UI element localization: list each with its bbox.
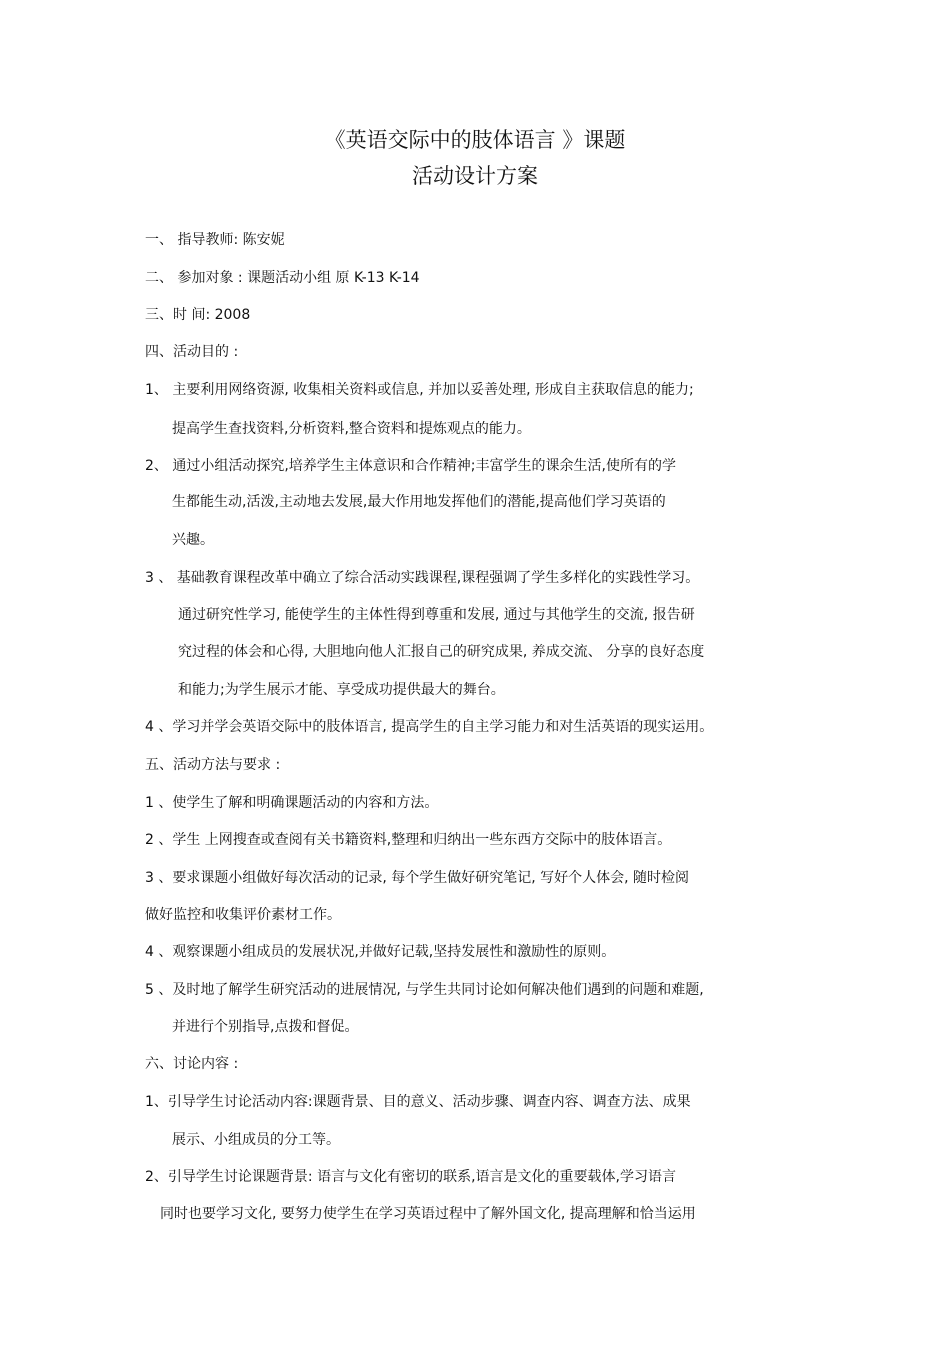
text-line: 4 、学习并学会英语交际中的肢体语言, 提高学生的自主学习能力和对生活英语的现实运用。 xyxy=(145,719,714,735)
text-line: 1、引导学生讨论活动内容:课题背景、目的意义、活动步骤、调查内容、调查方法、成果 xyxy=(145,1094,691,1110)
text-line: 二、 参加对象 : 课题活动小组 原 K-13 K-14 xyxy=(145,270,420,286)
text-line: 究过程的体会和心得, 大胆地向他人汇报自己的研究成果, 养成交流、 分享的良好态度 xyxy=(178,644,705,660)
section-heading: 六、讨论内容 : xyxy=(145,1056,239,1072)
text-line: 2、引导学生讨论课题背景: 语言与文化有密切的联系,语言是文化的重要载体,学习语言 xyxy=(145,1169,676,1185)
text-line: 3 、要求课题小组做好每次活动的记录, 每个学生做好研究笔记, 写好个人体会, 随时检阅 xyxy=(145,870,690,886)
text-line: 并进行个别指导,点拨和督促。 xyxy=(172,1019,359,1035)
text-line: 1 、使学生了解和明确课题活动的内容和方法。 xyxy=(145,795,439,811)
text-line: 2 、学生 上网搜查或查阅有关书籍资料,整理和归纳出一些东西方交际中的肢体语言。 xyxy=(145,832,672,848)
text-line: 提高学生查找资料,分析资料,整合资料和提炼观点的能力。 xyxy=(172,421,531,437)
text-line: 展示、小组成员的分工等。 xyxy=(172,1132,340,1148)
section-heading: 四、活动目的 : xyxy=(145,344,239,360)
text-line: 3 、 基础教育课程改革中确立了综合活动实践课程,课程强调了学生多样化的实践性学习。 xyxy=(145,570,700,586)
text-line: 做好监控和收集评价素材工作。 xyxy=(145,907,341,923)
text-line: 三、时 间: 2008 xyxy=(145,307,251,323)
text-line: 4 、观察课题小组成员的发展状况,并做好记载,坚持发展性和激励性的原则。 xyxy=(145,944,616,960)
document-subtitle: 活动设计方案 xyxy=(412,164,538,188)
text-line: 和能力;为学生展示才能、享受成功提供最大的舞台。 xyxy=(178,682,505,698)
text-line: 5 、及时地了解学生研究活动的进展情况, 与学生共同讨论如何解决他们遇到的问题和难题, xyxy=(145,982,704,998)
document-title: 《英语交际中的肢体语言 》课题 xyxy=(324,128,626,152)
text-line: 2、 通过小组活动探究,培养学生主体意识和合作精神;丰富学生的课余生活,使所有的学 xyxy=(145,458,676,474)
text-line: 一、 指导教师: 陈安妮 xyxy=(145,232,285,248)
text-line: 通过研究性学习, 能使学生的主体性得到尊重和发展, 通过与其他学生的交流, 报告研 xyxy=(178,607,695,623)
text-line: 同时也要学习文化, 要努力使学生在学习英语过程中了解外国文化, 提高理解和恰当运用 xyxy=(160,1206,696,1222)
text-line: 兴趣。 xyxy=(172,532,214,548)
text-line: 生都能生动,活泼,主动地去发展,最大作用地发挥他们的潜能,提高他们学习英语的 xyxy=(172,494,666,510)
section-heading: 五、活动方法与要求 : xyxy=(145,757,281,773)
text-line: 1、 主要利用网络资源, 收集相关资料或信息, 并加以妥善处理, 形成自主获取信息的能力; xyxy=(145,382,694,398)
